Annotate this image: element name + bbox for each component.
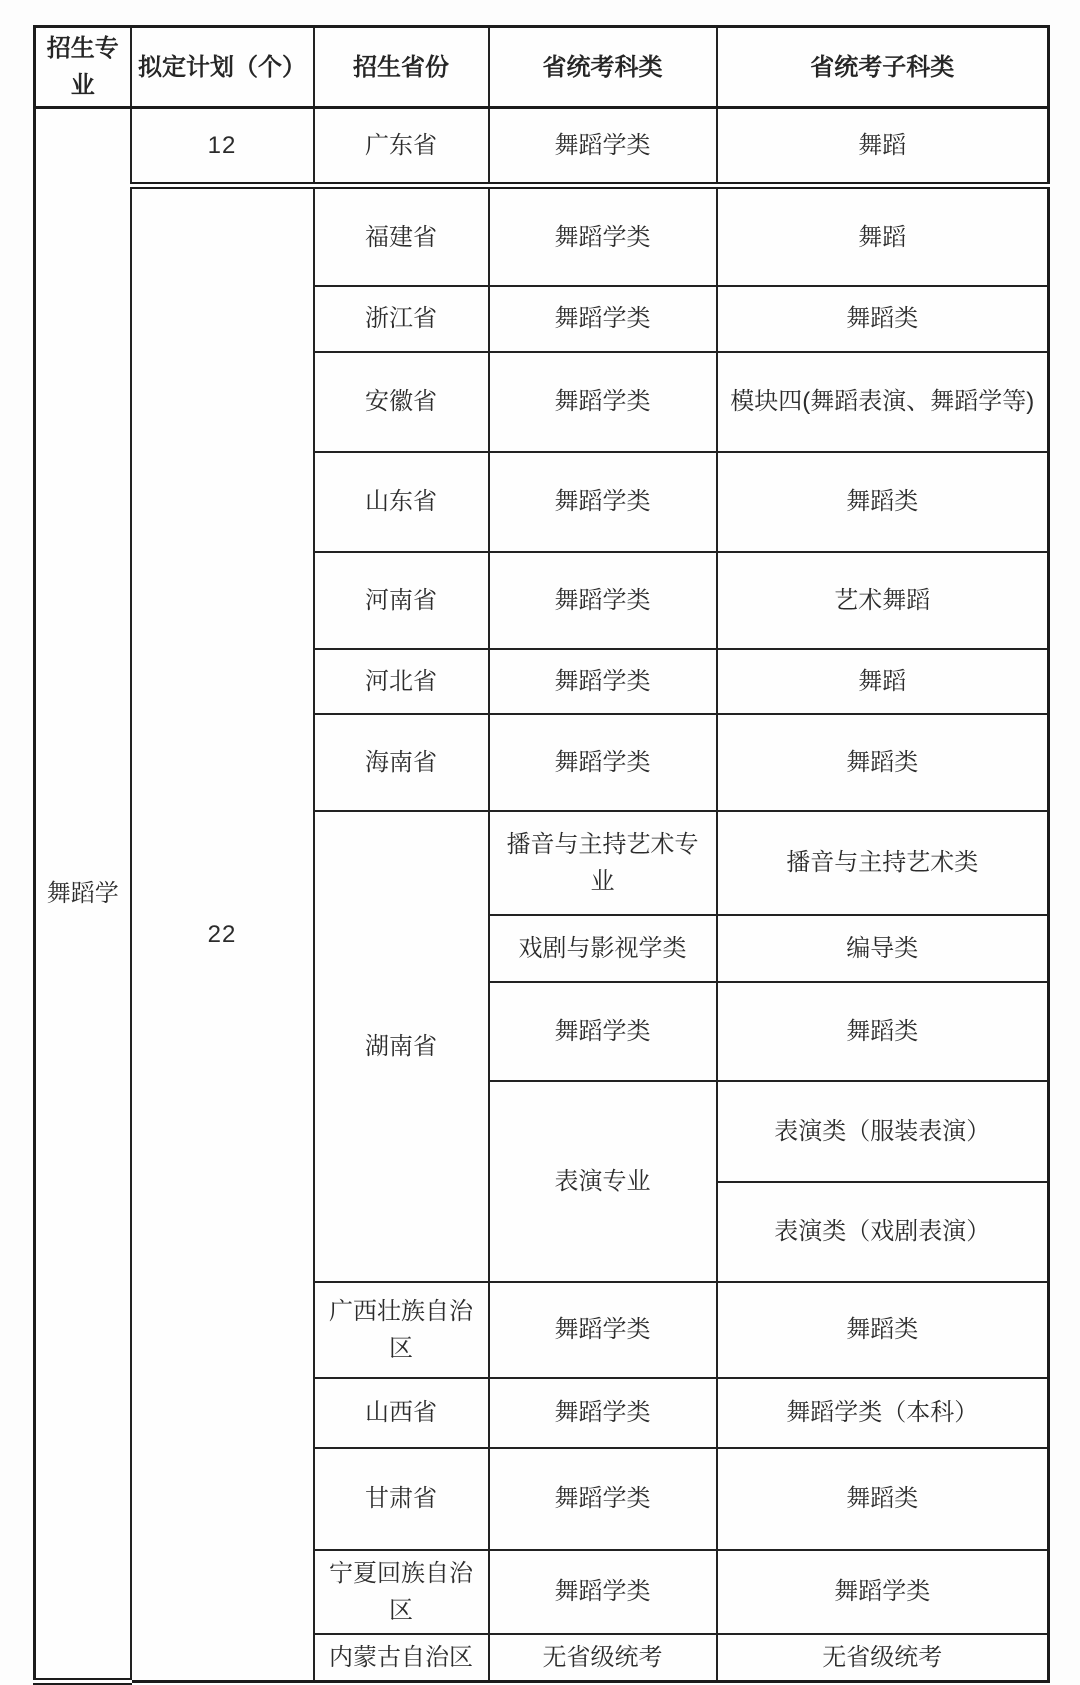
subcategory-cell: 舞蹈类 bbox=[717, 982, 1049, 1081]
header-row bbox=[35, 27, 1049, 108]
header-category: 省统考科类 bbox=[489, 27, 717, 108]
category-cell: 无省级统考 bbox=[489, 1634, 717, 1682]
province-cell: 福建省 bbox=[314, 186, 489, 286]
province-cell: 河南省 bbox=[314, 552, 489, 649]
subcategory-cell: 舞蹈 bbox=[717, 186, 1049, 286]
province-cell: 河北省 bbox=[314, 649, 489, 714]
subcategory-cell: 艺术舞蹈 bbox=[717, 552, 1049, 649]
category-cell: 舞蹈学类 bbox=[489, 1282, 717, 1378]
plan-cell: 22 bbox=[131, 186, 314, 1682]
subcategory-cell: 表演类（服装表演） bbox=[717, 1081, 1049, 1182]
province-cell: 海南省 bbox=[314, 714, 489, 811]
plan-cell: 12 bbox=[131, 108, 314, 186]
category-cell: 舞蹈学类 bbox=[489, 1378, 717, 1448]
major-cell: 舞蹈学 bbox=[35, 108, 131, 1682]
category-cell: 戏剧与影视学类 bbox=[489, 915, 717, 982]
header-subcategory: 省统考子科类 bbox=[717, 27, 1049, 108]
category-cell: 舞蹈学类 bbox=[489, 1448, 717, 1550]
subcategory-cell: 舞蹈学类（本科） bbox=[717, 1378, 1049, 1448]
table-row bbox=[35, 108, 1049, 186]
subcategory-cell: 舞蹈类 bbox=[717, 1282, 1049, 1378]
province-cell: 甘肃省 bbox=[314, 1448, 489, 1550]
enrollment-plan-table bbox=[33, 25, 1050, 1685]
category-cell: 舞蹈学类 bbox=[489, 552, 717, 649]
province-cell: 广东省 bbox=[314, 108, 489, 186]
header-plan: 拟定计划（个） bbox=[131, 27, 314, 108]
table-row bbox=[35, 186, 1049, 286]
category-cell: 表演专业 bbox=[489, 1081, 717, 1282]
province-cell: 浙江省 bbox=[314, 286, 489, 352]
category-cell: 舞蹈学类 bbox=[489, 286, 717, 352]
province-cell: 安徽省 bbox=[314, 352, 489, 452]
province-cell: 宁夏回族自治区 bbox=[314, 1550, 489, 1634]
category-cell: 舞蹈学类 bbox=[489, 649, 717, 714]
header-major: 招生专业 bbox=[35, 27, 131, 108]
subcategory-cell: 舞蹈 bbox=[717, 649, 1049, 714]
subcategory-cell: 编导类 bbox=[717, 915, 1049, 982]
category-cell: 舞蹈学类 bbox=[489, 108, 717, 186]
province-cell: 广西壮族自治区 bbox=[314, 1282, 489, 1378]
province-cell: 山西省 bbox=[314, 1378, 489, 1448]
category-cell: 舞蹈学类 bbox=[489, 1550, 717, 1634]
province-cell: 湖南省 bbox=[314, 811, 489, 1282]
subcategory-cell: 无省级统考 bbox=[717, 1634, 1049, 1682]
subcategory-cell: 舞蹈 bbox=[717, 108, 1049, 186]
category-cell: 舞蹈学类 bbox=[489, 982, 717, 1081]
subcategory-cell: 模块四(舞蹈表演、舞蹈学等) bbox=[717, 352, 1049, 452]
subcategory-cell: 舞蹈类 bbox=[717, 452, 1049, 552]
category-cell: 舞蹈学类 bbox=[489, 352, 717, 452]
province-cell: 内蒙古自治区 bbox=[314, 1634, 489, 1682]
category-cell: 舞蹈学类 bbox=[489, 452, 717, 552]
subcategory-cell: 舞蹈类 bbox=[717, 714, 1049, 811]
province-cell: 山东省 bbox=[314, 452, 489, 552]
header-province: 招生省份 bbox=[314, 27, 489, 108]
subcategory-cell: 播音与主持艺术类 bbox=[717, 811, 1049, 915]
category-cell: 舞蹈学类 bbox=[489, 714, 717, 811]
subcategory-cell: 舞蹈类 bbox=[717, 286, 1049, 352]
category-cell: 播音与主持艺术专业 bbox=[489, 811, 717, 915]
category-cell: 舞蹈学类 bbox=[489, 186, 717, 286]
subcategory-cell: 表演类（戏剧表演） bbox=[717, 1182, 1049, 1282]
subcategory-cell: 舞蹈学类 bbox=[717, 1550, 1049, 1634]
subcategory-cell: 舞蹈类 bbox=[717, 1448, 1049, 1550]
